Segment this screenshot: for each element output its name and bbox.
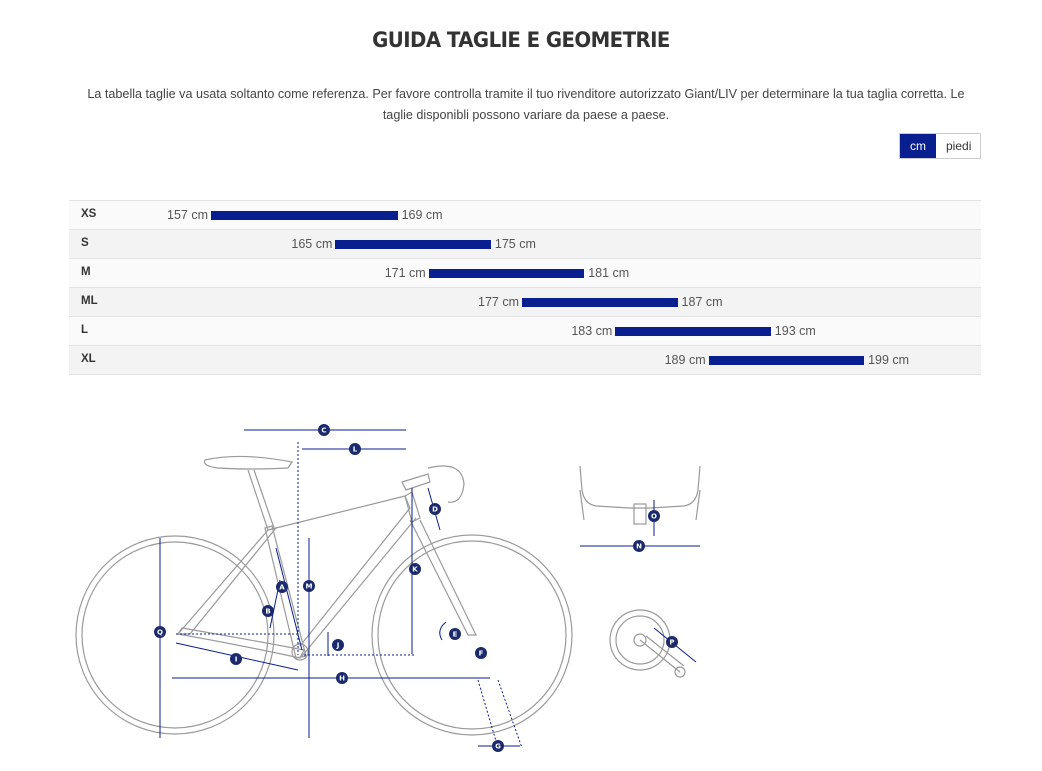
size-row-xs bbox=[69, 200, 981, 229]
marker-letter: H bbox=[339, 674, 345, 683]
dimension-markers bbox=[154, 424, 678, 752]
unit-feet-button[interactable]: piedi bbox=[936, 134, 980, 158]
handlebar-front bbox=[580, 466, 700, 508]
marker-letter: K bbox=[412, 565, 418, 574]
dimension-marker-c bbox=[318, 424, 330, 436]
dim-g-guide-1 bbox=[478, 680, 498, 748]
size-row-xl bbox=[69, 345, 981, 375]
size-row-s bbox=[69, 229, 981, 258]
handlebar-drop bbox=[428, 466, 464, 502]
range-min-label: 165 cm bbox=[291, 237, 333, 251]
marker-letter: F bbox=[478, 649, 484, 658]
marker-letter: L bbox=[352, 445, 358, 454]
dimension-marker-f bbox=[475, 647, 487, 659]
size-range-bar bbox=[709, 356, 865, 365]
dimension-marker-h bbox=[336, 672, 348, 684]
marker-letter: M bbox=[305, 582, 313, 591]
down-tube bbox=[302, 518, 416, 656]
size-label: L bbox=[81, 324, 89, 336]
dimension-marker-e bbox=[449, 628, 461, 640]
range-max-label: 193 cm bbox=[774, 324, 816, 338]
dimension-marker-a bbox=[276, 581, 288, 593]
dim-e-arc bbox=[440, 622, 446, 640]
marker-letter: E bbox=[452, 630, 458, 639]
size-disclaimer: La tabella taglie va usata soltanto come referenza. Per favore controlla tramite il tuo rivenditore autorizzato Giant/LIV per determinare la tua taglia corretta. Le taglie disponibli possono variare da paese a paese. bbox=[87, 87, 965, 122]
marker-letter: C bbox=[321, 426, 327, 435]
fork bbox=[410, 520, 476, 635]
marker-letter: J bbox=[336, 641, 340, 650]
size-label: XS bbox=[81, 208, 97, 220]
size-range-bar bbox=[522, 298, 678, 307]
marker-letter: A bbox=[279, 583, 285, 592]
range-max-label: 175 cm bbox=[494, 237, 536, 251]
size-label: XL bbox=[81, 353, 96, 365]
range-max-label: 169 cm bbox=[401, 208, 443, 222]
unit-toggle bbox=[899, 133, 981, 159]
marker-letter: G bbox=[495, 742, 501, 751]
range-min-label: 183 cm bbox=[571, 324, 613, 338]
size-range-chart bbox=[69, 200, 981, 375]
dimension-marker-p bbox=[666, 636, 678, 648]
dimension-marker-k bbox=[409, 563, 421, 575]
dimension-marker-q bbox=[154, 626, 166, 638]
dimension-marker-b bbox=[262, 605, 274, 617]
range-max-label: 181 cm bbox=[588, 266, 630, 280]
range-max-label: 199 cm bbox=[868, 353, 910, 367]
marker-letter: O bbox=[651, 512, 657, 521]
size-label: S bbox=[81, 237, 89, 249]
range-min-label: 171 cm bbox=[384, 266, 426, 280]
dimension-marker-i bbox=[230, 653, 242, 665]
size-label: M bbox=[81, 266, 91, 278]
page-title: GUIDA TAGLIE E GEOMETRIE bbox=[372, 28, 670, 52]
unit-cm-button[interactable]: cm bbox=[900, 134, 936, 158]
bike-drawing bbox=[76, 456, 700, 735]
marker-letter: D bbox=[432, 505, 438, 514]
size-row-m bbox=[69, 258, 981, 287]
dimension-marker-m bbox=[303, 580, 315, 592]
handlebar-ends bbox=[580, 490, 700, 520]
range-min-label: 189 cm bbox=[664, 353, 706, 367]
range-max-label: 187 cm bbox=[681, 295, 723, 309]
seatpost bbox=[248, 470, 274, 530]
size-label: ML bbox=[81, 295, 98, 307]
dimension-marker-j bbox=[332, 639, 344, 651]
rear-wheel-outer bbox=[76, 536, 274, 734]
rear-wheel-inner bbox=[82, 542, 271, 728]
stem bbox=[402, 474, 430, 490]
stem-front bbox=[634, 504, 646, 524]
size-range-bar bbox=[335, 240, 491, 249]
size-range-bar bbox=[615, 327, 771, 336]
dimension-marker-g bbox=[492, 740, 504, 752]
size-range-bar bbox=[429, 269, 585, 278]
marker-letter: B bbox=[265, 607, 271, 616]
seat-tube bbox=[265, 526, 306, 658]
size-range-bar bbox=[211, 211, 398, 220]
down-tube-top bbox=[268, 496, 410, 646]
size-row-ml bbox=[69, 287, 981, 316]
dimension-marker-o bbox=[648, 510, 660, 522]
dimension-marker-l bbox=[349, 443, 361, 455]
saddle bbox=[205, 456, 292, 469]
bike-geometry-diagram bbox=[0, 380, 1042, 771]
range-min-label: 157 cm bbox=[167, 208, 208, 222]
size-row-l bbox=[69, 316, 981, 345]
marker-letter: N bbox=[636, 542, 642, 551]
chain-stay bbox=[178, 628, 304, 658]
range-min-label: 177 cm bbox=[478, 295, 519, 309]
dimension-marker-n bbox=[633, 540, 645, 552]
marker-letter: I bbox=[234, 655, 238, 664]
dim-g-guide-2 bbox=[498, 680, 522, 748]
dimension-marker-d bbox=[429, 503, 441, 515]
marker-letter: Q bbox=[157, 628, 163, 637]
marker-letter: P bbox=[669, 638, 675, 647]
